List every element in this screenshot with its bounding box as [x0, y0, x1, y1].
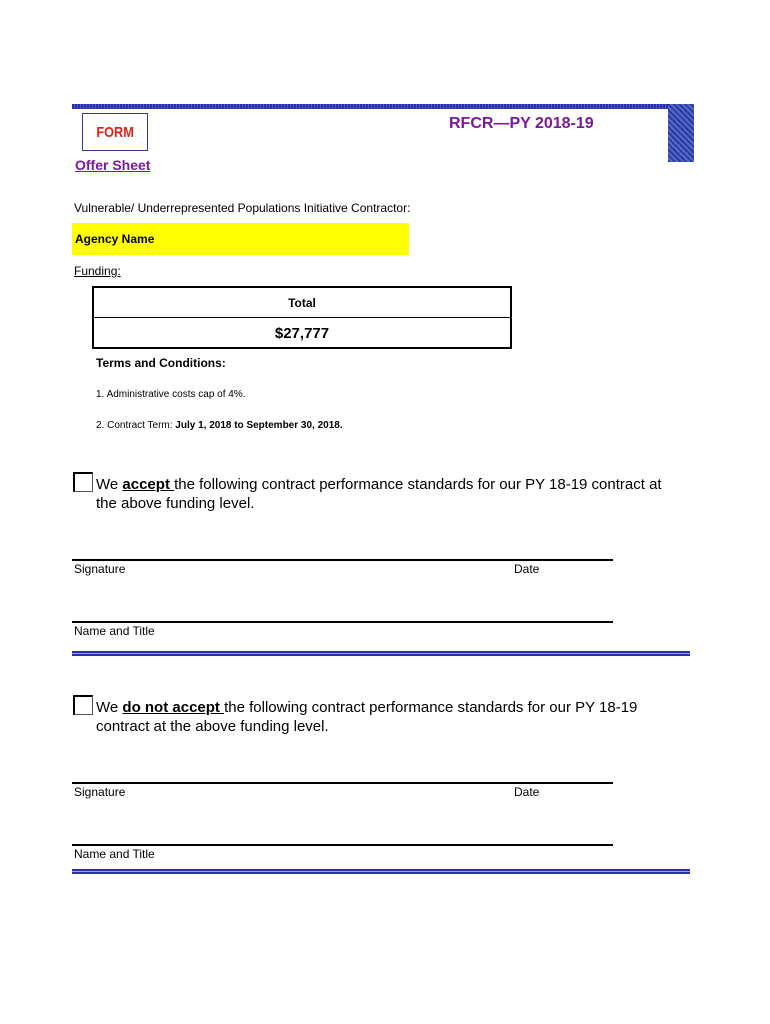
- decline-keyword: do not accept: [122, 699, 225, 716]
- term-item-2: [96, 420, 343, 431]
- decline-rest: the following contract performance standards for our PY 18-19 contract at the above funding level.: [96, 699, 638, 735]
- header-side-block: [668, 104, 694, 162]
- funding-amount: $27,777: [274, 325, 330, 342]
- form-id: RFCR—PY 2018-19: [449, 115, 594, 132]
- agency-name-field[interactable]: [72, 223, 409, 255]
- form-badge-label: FORM: [96, 123, 134, 141]
- decline-signature-line[interactable]: [72, 782, 613, 784]
- accept-name-title-label: Name and Title: [74, 624, 155, 638]
- section-divider: [72, 651, 690, 656]
- decline-signature-label: Signature: [74, 785, 126, 799]
- funding-table: [92, 286, 512, 349]
- decline-statement: [96, 698, 686, 736]
- accept-date-label: Date: [514, 562, 540, 576]
- accept-signature-line[interactable]: [72, 559, 613, 561]
- decline-date-label: Date: [514, 785, 540, 799]
- agency-name-value: Agency Name: [75, 232, 155, 246]
- terms-title: Terms and Conditions:: [96, 356, 226, 370]
- decline-checkbox[interactable]: [73, 695, 93, 715]
- accept-rest: the following contract performance standards for our PY 18-19 contract at the above funding level.: [96, 476, 662, 512]
- term-item-2-label: 2. Contract Term:: [96, 420, 176, 431]
- accept-name-title-line[interactable]: [72, 621, 613, 623]
- decline-we: We: [96, 699, 123, 716]
- accept-signature-label: Signature: [74, 562, 126, 576]
- funding-column-header: Total: [94, 288, 510, 318]
- accept-statement: [96, 475, 686, 513]
- term-item-1: 1. Administrative costs cap of 4%.: [96, 389, 246, 400]
- footer-rule: [72, 869, 690, 874]
- accept-keyword: accept: [122, 476, 175, 493]
- form-badge: [82, 113, 148, 151]
- decline-name-title-label: Name and Title: [74, 847, 155, 861]
- page-title: Offer Sheet: [75, 157, 151, 173]
- accept-checkbox[interactable]: [73, 472, 93, 492]
- decline-name-title-line[interactable]: [72, 844, 613, 846]
- header-rule: [72, 104, 692, 109]
- contract-term-dates: July 1, 2018 to September 30, 2018.: [175, 420, 343, 431]
- accept-we: We: [96, 476, 123, 493]
- contractor-label: Vulnerable/ Underrepresented Populations Initiative Contractor:: [74, 201, 411, 215]
- funding-label: Funding:: [74, 264, 121, 278]
